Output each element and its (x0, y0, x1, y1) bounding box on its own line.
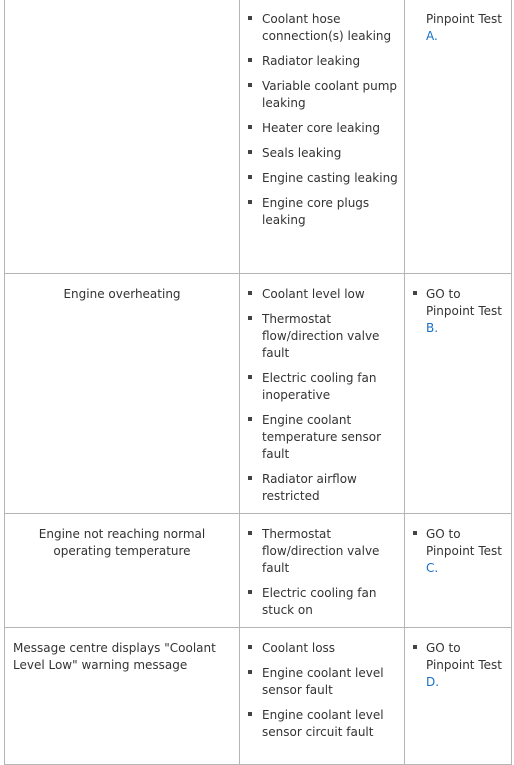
table-row (5, 628, 512, 765)
condition-text: Engine not reaching normal operating temperature (38, 527, 206, 558)
square-bullet-icon (413, 291, 417, 295)
condition-cell (5, 274, 240, 514)
list-item (246, 370, 398, 404)
list-item (246, 311, 398, 362)
square-bullet-icon (248, 291, 252, 295)
list-item (246, 170, 398, 187)
square-bullet-icon (248, 16, 252, 20)
action-line (411, 640, 507, 691)
list-item (246, 640, 398, 657)
square-bullet-icon (248, 476, 252, 480)
causes-list (240, 628, 404, 741)
action-line (411, 286, 507, 337)
cause-text: Seals leaking (262, 146, 342, 160)
cause-text: Radiator airflow restricted (262, 472, 357, 503)
action-text: Pinpoint Test (426, 12, 502, 26)
square-bullet-icon (248, 316, 252, 320)
square-bullet-icon (248, 150, 252, 154)
list-item (246, 145, 398, 162)
causes-list (240, 0, 404, 229)
condition-cell (5, 514, 240, 628)
action-text: Pinpoint Test (426, 544, 502, 558)
square-bullet-icon (248, 83, 252, 87)
condition-text: Message centre displays "Coolant Level Low" warning message (13, 641, 216, 672)
action-prefix: GO to (426, 287, 461, 301)
square-bullet-icon (248, 417, 252, 421)
square-bullet-icon (413, 645, 417, 649)
table-row (5, 0, 512, 274)
action-cell (405, 274, 512, 514)
causes-list (240, 274, 404, 505)
causes-cell (240, 0, 405, 274)
cause-text: Coolant loss (262, 641, 336, 655)
square-bullet-icon (248, 200, 252, 204)
causes-cell (240, 628, 405, 765)
cause-text: Engine coolant level sensor circuit fault (262, 708, 384, 739)
cause-text: Engine casting leaking (262, 171, 398, 185)
action-prefix: GO to (426, 641, 461, 655)
cause-text: Heater core leaking (262, 121, 380, 135)
condition-text (5, 0, 239, 11)
cause-text: Engine coolant temperature sensor fault (262, 413, 382, 461)
condition-cell (5, 0, 240, 274)
list-item (246, 707, 398, 741)
square-bullet-icon (248, 58, 252, 62)
list-item (246, 665, 398, 699)
condition-cell (5, 628, 240, 765)
pinpoint-test-c-link[interactable]: C. (426, 561, 439, 575)
list-item (246, 471, 398, 505)
list-item (246, 11, 398, 45)
square-bullet-icon (248, 670, 252, 674)
cause-text: Engine coolant level sensor fault (262, 666, 384, 697)
cause-text: Radiator leaking (262, 54, 361, 68)
cause-text: Coolant level low (262, 287, 365, 301)
square-bullet-icon (248, 531, 252, 535)
pinpoint-test-b-link[interactable]: B. (426, 321, 439, 335)
pinpoint-test-d-link[interactable]: D. (426, 675, 440, 689)
list-item (246, 120, 398, 137)
square-bullet-icon (413, 531, 417, 535)
list-item (246, 53, 398, 70)
action-line (411, 11, 507, 45)
cause-text: Thermostat flow/direction valve fault (262, 312, 380, 360)
list-item (246, 412, 398, 463)
list-item (246, 78, 398, 112)
cause-text: Electric cooling fan stuck on (262, 586, 377, 617)
cause-text: Coolant hose connection(s) leaking (262, 12, 392, 43)
action-cell (405, 628, 512, 765)
causes-list (240, 514, 404, 619)
square-bullet-icon (248, 125, 252, 129)
action-line (411, 526, 507, 577)
square-bullet-icon (248, 590, 252, 594)
condition-text: Engine overheating (63, 287, 181, 301)
action-text: Pinpoint Test (426, 658, 502, 672)
cause-text: Engine core plugs leaking (262, 196, 370, 227)
pinpoint-test-a-link[interactable]: A. (426, 29, 438, 43)
cause-text: Variable coolant pump leaking (262, 79, 398, 110)
action-prefix: GO to (426, 527, 461, 541)
square-bullet-icon (248, 175, 252, 179)
table-row (5, 274, 512, 514)
list-item (246, 585, 398, 619)
list-item (246, 286, 398, 303)
action-text: Pinpoint Test (426, 304, 502, 318)
cause-text: Electric cooling fan inoperative (262, 371, 377, 402)
symptom-chart-table (4, 0, 512, 765)
cause-text: Thermostat flow/direction valve fault (262, 527, 380, 575)
square-bullet-icon (248, 375, 252, 379)
list-item (246, 526, 398, 577)
list-item (246, 195, 398, 229)
action-cell (405, 514, 512, 628)
causes-cell (240, 514, 405, 628)
square-bullet-icon (248, 645, 252, 649)
action-cell (405, 0, 512, 274)
square-bullet-icon (248, 712, 252, 716)
causes-cell (240, 274, 405, 514)
table-row (5, 514, 512, 628)
